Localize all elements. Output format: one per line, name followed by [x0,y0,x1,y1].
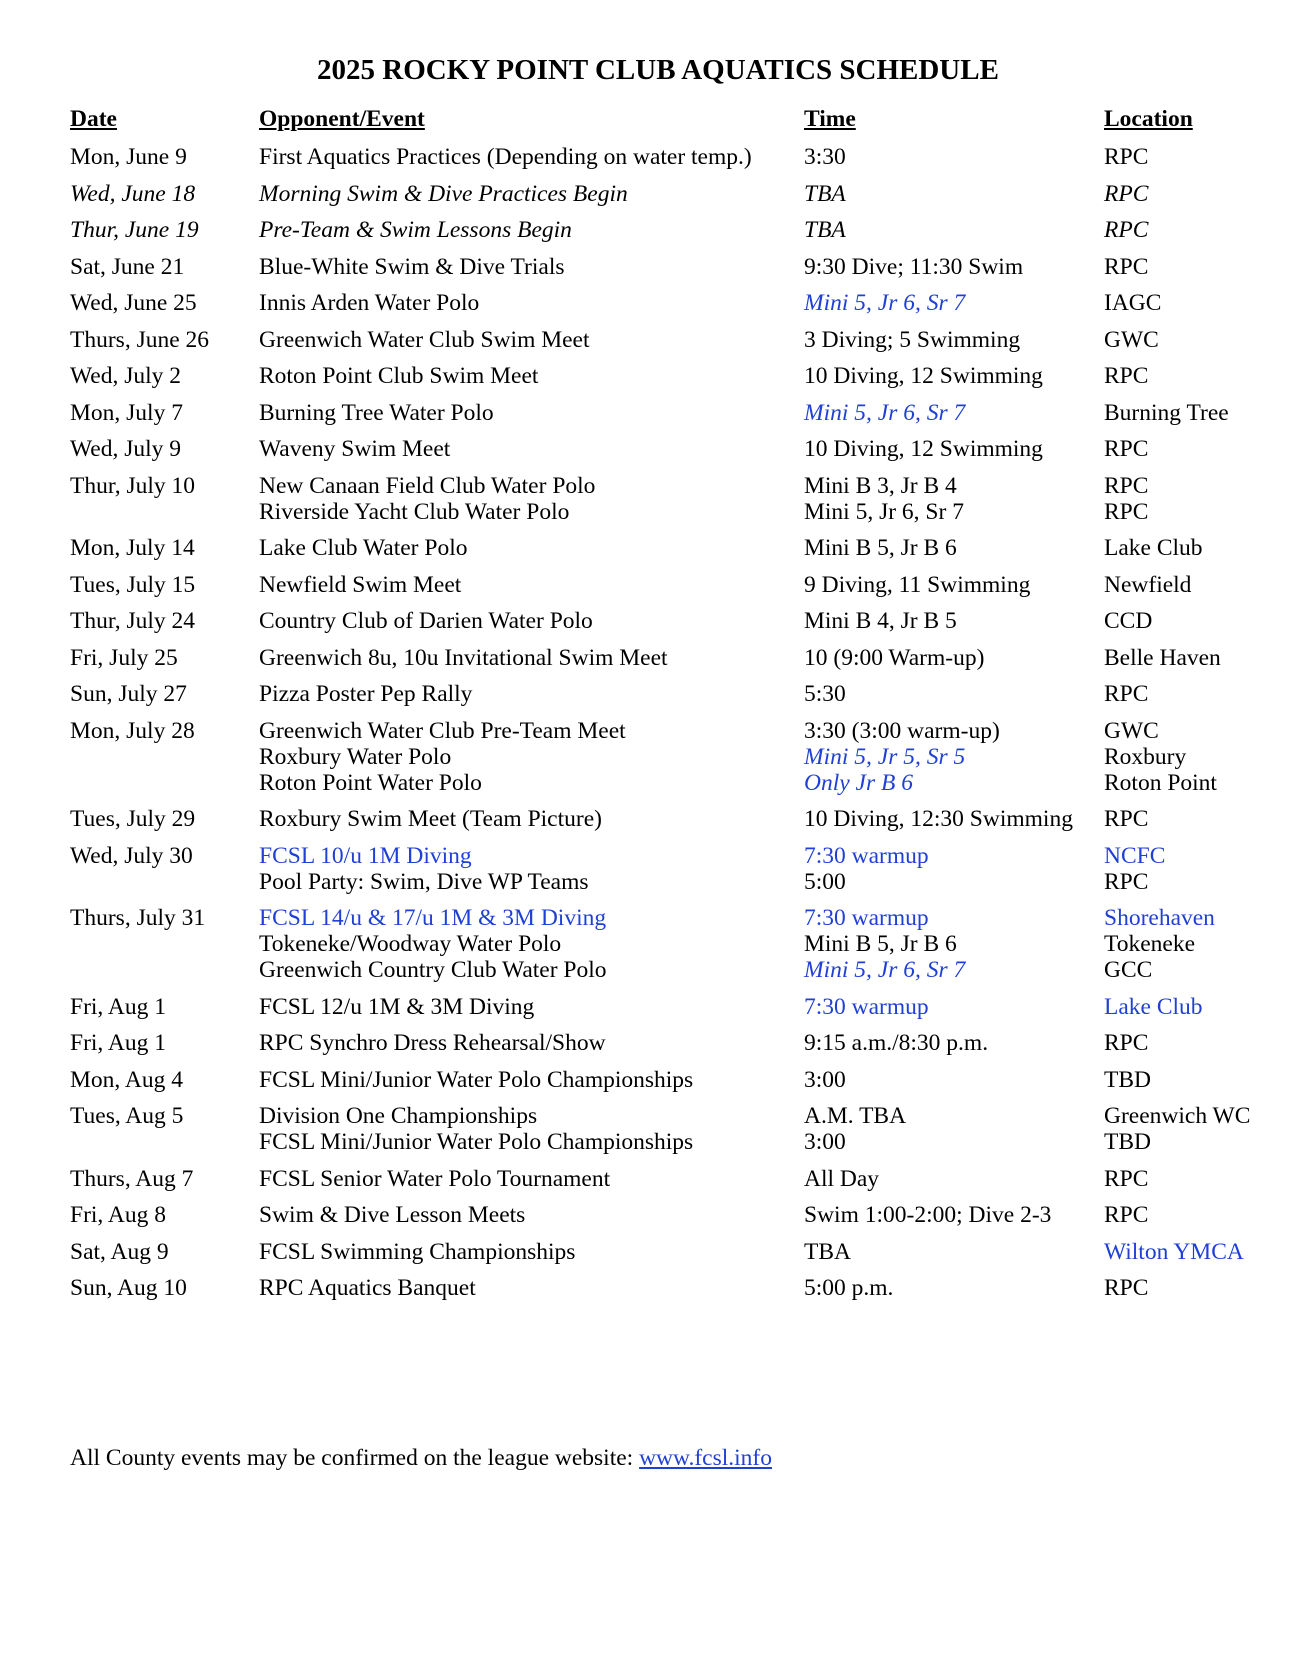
row-location: Greenwich WC [1104,1103,1251,1129]
table-row [70,436,1270,473]
row-time-cell [804,290,965,316]
row-location: RPC [1104,806,1149,832]
row-time-cell [804,400,965,426]
table-row [70,327,1270,364]
row-event: Greenwich 8u, 10u Invitational Swim Meet [259,644,668,671]
row-time-cell [804,363,1043,389]
table-row [70,843,1270,906]
row-location-cell [1104,363,1148,389]
row-location: Roton Point [1104,769,1217,796]
row-date: Mon, July 28 [70,717,195,744]
header-location: Location [1104,106,1193,132]
row-event: New Canaan Field Club Water Polo [259,472,596,499]
table-row [70,254,1270,291]
row-event: Newfield Swim Meet [259,571,462,598]
row-location: TBD [1104,1066,1151,1093]
row-event-cell [259,217,572,243]
row-time-cell [804,217,846,243]
row-time: TBA [804,180,846,207]
row-date: Sun, Aug 10 [70,1275,187,1301]
table-row [70,1275,1270,1312]
row-event: Innis Arden Water Polo [259,290,480,316]
row-event-cell [259,535,467,561]
row-event-cell [259,572,461,598]
row-location-cell [1104,254,1148,280]
row-time: Mini 5, Jr 5, Sr 5 [804,743,966,770]
row-time-cell [804,254,1023,280]
row-time-cell [804,436,1043,462]
row-event-cell [259,144,752,170]
row-location-cell [1104,1275,1148,1301]
row-location-cell [1104,290,1161,316]
row-date: Fri, July 25 [70,644,178,671]
row-event: FCSL Mini/Junior Water Polo Championships [259,1066,694,1093]
table-row [70,535,1270,572]
row-time: 5:30 [804,681,846,707]
table-row [70,645,1270,682]
row-event-cell [259,905,607,983]
row-date: Thurs, Aug 7 [70,1165,194,1192]
row-time: Mini B 4, Jr B 5 [804,608,957,634]
row-location-cell [1104,1067,1151,1093]
row-event-cell [259,843,589,895]
row-event-cell [259,806,602,832]
row-time: Mini 5, Jr 6, Sr 7 [804,399,966,426]
row-location: GWC [1104,326,1159,353]
row-time: 10 Diving, 12 Swimming [804,363,1043,389]
row-time-cell [804,843,929,895]
row-date: Mon, July 7 [70,399,183,426]
row-location: RPC [1104,363,1149,389]
row-time: 9 Diving, 11 Swimming [804,571,1031,598]
row-time-cell [804,608,957,634]
row-date: Sat, June 21 [70,253,185,280]
row-event: First Aquatics Practices (Depending on water temp.) [259,144,752,170]
row-date: Tues, Aug 5 [70,1103,184,1129]
row-date: Wed, July 9 [70,436,182,462]
row-time-cell [804,535,957,561]
row-time-cell [804,473,964,525]
row-event: Tokeneke/Woodway Water Polo [259,931,562,957]
row-event: Greenwich Water Club Pre-Team Meet [259,717,626,744]
row-location-cell [1104,1030,1148,1056]
row-location-cell [1104,843,1165,895]
table-row [70,144,1270,181]
row-time: Mini 5, Jr 6, Sr 7 [804,290,966,316]
row-time: 9:30 Dive; 11:30 Swim [804,253,1024,280]
table-row [70,473,1270,536]
row-location-cell [1104,1166,1148,1192]
table-row [70,1103,1270,1166]
row-event: Morning Swim & Dive Practices Begin [259,180,628,207]
row-time-cell [804,1103,906,1155]
row-location: IAGC [1104,290,1162,316]
row-location: Newfield [1104,571,1192,598]
row-event: Riverside Yacht Club Water Polo [259,498,570,525]
row-date: Sat, Aug 9 [70,1238,169,1265]
row-date: Thur, June 19 [70,217,199,243]
row-time: 3:30 [804,144,846,170]
row-event: Division One Championships [259,1103,538,1129]
row-location: NCFC [1104,842,1166,869]
page-title: 2025 ROCKY POINT CLUB AQUATICS SCHEDULE [317,54,999,86]
row-event: FCSL Swimming Championships [259,1238,576,1265]
row-event-cell [259,436,450,462]
row-time-cell [804,1275,893,1301]
row-event: FCSL 10/u 1M Diving [259,842,472,869]
header-event: Opponent/Event [259,106,425,132]
row-time-cell [804,905,965,983]
row-location: CCD [1104,608,1153,634]
row-location: Roxbury [1104,743,1187,770]
row-time-cell [804,181,846,207]
row-time: 10 (9:00 Warm-up) [804,644,985,671]
table-row [70,217,1270,254]
table-row [70,181,1270,218]
row-event: RPC Aquatics Banquet [259,1275,476,1301]
row-location: RPC [1104,681,1149,707]
row-event: Swim & Dive Lesson Meets [259,1202,526,1228]
row-location: RPC [1104,217,1149,243]
row-location: RPC [1104,253,1149,280]
row-location: Belle Haven [1104,644,1221,671]
header-time: Time [804,106,856,132]
row-time-cell [804,1202,1051,1228]
row-event-cell [259,994,534,1020]
row-event: Roxbury Swim Meet (Team Picture) [259,806,602,832]
table-row [70,718,1270,807]
row-location-cell [1104,1103,1250,1155]
schedule-table [70,106,1270,1312]
row-time: Mini 5, Jr 6, Sr 7 [804,957,966,983]
row-time-cell [804,806,1073,832]
row-time: 10 Diving, 12 Swimming [804,436,1043,462]
row-location-cell [1104,608,1152,634]
table-row [70,1067,1270,1104]
row-location-cell [1104,535,1203,561]
row-location: Lake Club [1104,993,1203,1020]
row-event-cell [259,645,668,671]
row-event: Roton Point Club Swim Meet [259,363,539,389]
row-location-cell [1104,1239,1244,1265]
row-time-cell [804,1067,846,1093]
row-location: Tokeneke [1104,931,1196,957]
row-event: Burning Tree Water Polo [259,399,494,426]
row-location-cell [1104,1202,1148,1228]
row-location: RPC [1104,180,1149,207]
row-location: RPC [1104,436,1149,462]
row-event-cell [259,1030,606,1056]
row-date: Fri, Aug 1 [70,993,166,1020]
row-event: Lake Club Water Polo [259,535,468,561]
row-event: Pre-Team & Swim Lessons Begin [259,217,572,243]
footer-text: All County events may be confirmed on the league website: [70,1445,640,1471]
row-date: Mon, June 9 [70,144,187,170]
row-time: 9:15 a.m./8:30 p.m. [804,1030,989,1056]
row-location: RPC [1104,498,1149,525]
table-header [70,106,1270,144]
row-event: Blue-White Swim & Dive Trials [259,253,565,280]
footer-note [70,1445,772,1472]
row-time: Mini B 5, Jr B 6 [804,535,957,561]
row-event-cell [259,290,479,316]
row-time-cell [804,645,984,671]
row-time-cell [804,572,1030,598]
row-date: Tues, July 29 [70,806,196,832]
row-time: 7:30 warmup [804,993,929,1020]
row-event: Country Club of Darien Water Polo [259,608,593,634]
table-row [70,290,1270,327]
row-location-cell [1104,400,1229,426]
row-date: Wed, July 30 [70,842,193,869]
row-date: Wed, June 18 [70,180,196,207]
row-location: Wilton YMCA [1104,1238,1244,1265]
row-event: Roton Point Water Polo [259,769,482,796]
row-time: TBA [804,217,846,243]
row-date: Wed, July 2 [70,363,182,389]
row-time: 7:30 warmup [804,842,929,869]
row-event: Greenwich Country Club Water Polo [259,957,607,983]
row-event-cell [259,1202,525,1228]
table-row [70,1202,1270,1239]
row-location: TBD [1104,1129,1151,1155]
table-row [70,994,1270,1031]
league-website-link[interactable]: www.fcsl.info [639,1445,772,1471]
table-row [70,400,1270,437]
table-row [70,806,1270,843]
row-time: Mini B 5, Jr B 6 [804,931,957,957]
row-event-cell [259,718,626,796]
row-event-cell [259,400,494,426]
row-time: A.M. TBA [804,1103,907,1129]
row-event-cell [259,1275,476,1301]
row-location-cell [1104,905,1215,983]
row-date: Sun, July 27 [70,681,187,707]
row-date: Thur, July 24 [70,608,196,634]
row-event-cell [259,473,595,525]
row-location: RPC [1104,144,1149,170]
row-event: Greenwich Water Club Swim Meet [259,326,590,353]
row-location-cell [1104,327,1159,353]
row-location: RPC [1104,1030,1149,1056]
row-date: Fri, Aug 8 [70,1202,166,1228]
row-time: Mini 5, Jr 6, Sr 7 [804,498,964,525]
row-location-cell [1104,718,1217,796]
row-event-cell [259,254,565,280]
row-time-cell [804,144,846,170]
row-location: Burning Tree [1104,399,1229,426]
table-row [70,1239,1270,1276]
row-location: GWC [1104,717,1159,744]
row-event-cell [259,1166,610,1192]
row-time: 5:00 p.m. [804,1275,894,1301]
row-event: RPC Synchro Dress Rehearsal/Show [259,1030,606,1056]
table-row [70,1166,1270,1203]
row-event-cell [259,327,590,353]
row-location-cell [1104,572,1191,598]
row-location: GCC [1104,957,1153,983]
row-event: FCSL Mini/Junior Water Polo Championships [259,1129,694,1155]
row-event-cell [259,681,472,707]
row-location-cell [1104,181,1148,207]
table-row [70,363,1270,400]
row-time-cell [804,994,929,1020]
row-time: Mini B 3, Jr B 4 [804,472,957,499]
row-location: RPC [1104,868,1149,895]
row-event: Waveny Swim Meet [259,436,451,462]
row-date: Thurs, June 26 [70,326,210,353]
row-location: Lake Club [1104,535,1203,561]
row-time-cell [804,1030,988,1056]
row-event-cell [259,1067,693,1093]
row-date: Wed, June 25 [70,290,197,316]
row-location: RPC [1104,1165,1149,1192]
row-event: FCSL 14/u & 17/u 1M & 3M Diving [259,905,607,931]
row-location-cell [1104,806,1148,832]
row-time: 5:00 [804,868,846,895]
row-location: RPC [1104,472,1149,499]
row-event-cell [259,181,628,207]
row-location: RPC [1104,1202,1149,1228]
row-time: 10 Diving, 12:30 Swimming [804,806,1073,832]
row-date: Tues, July 15 [70,571,196,598]
schedule-rows [70,144,1270,1312]
table-row [70,1030,1270,1067]
row-location: RPC [1104,1275,1149,1301]
row-location-cell [1104,681,1148,707]
row-time: Only Jr B 6 [804,769,913,796]
row-location: Shorehaven [1104,905,1215,931]
row-event: Roxbury Water Polo [259,743,452,770]
table-row [70,608,1270,645]
row-date: Thur, July 10 [70,472,196,499]
table-row [70,572,1270,609]
row-date: Mon, July 14 [70,535,195,561]
row-time: 3:30 (3:00 warm-up) [804,717,1000,744]
row-event-cell [259,1239,575,1265]
row-event: FCSL 12/u 1M & 3M Diving [259,993,535,1020]
row-location-cell [1104,436,1148,462]
row-time: Swim 1:00-2:00; Dive 2-3 [804,1202,1052,1228]
row-event: Pizza Poster Pep Rally [259,681,473,707]
row-time: 3:00 [804,1066,846,1093]
row-time: All Day [804,1165,880,1192]
row-location-cell [1104,473,1148,525]
row-date: Thurs, July 31 [70,905,206,931]
row-location-cell [1104,144,1148,170]
row-time: TBA [804,1238,851,1265]
row-event-cell [259,608,593,634]
row-date: Fri, Aug 1 [70,1030,166,1056]
row-location-cell [1104,217,1148,243]
row-event-cell [259,363,538,389]
row-time-cell [804,1239,851,1265]
table-row [70,681,1270,718]
table-row [70,905,1270,994]
row-time-cell [804,718,1000,796]
row-event: Pool Party: Swim, Dive WP Teams [259,868,589,895]
row-location-cell [1104,645,1221,671]
header-date: Date [70,106,117,132]
row-event-cell [259,1103,693,1155]
row-time: 3:00 [804,1129,846,1155]
row-time-cell [804,327,1020,353]
row-time-cell [804,681,846,707]
row-time-cell [804,1166,879,1192]
row-date: Mon, Aug 4 [70,1066,183,1093]
row-time: 3 Diving; 5 Swimming [804,326,1021,353]
row-event: FCSL Senior Water Polo Tournament [259,1165,611,1192]
row-time: 7:30 warmup [804,905,929,931]
row-location-cell [1104,994,1203,1020]
